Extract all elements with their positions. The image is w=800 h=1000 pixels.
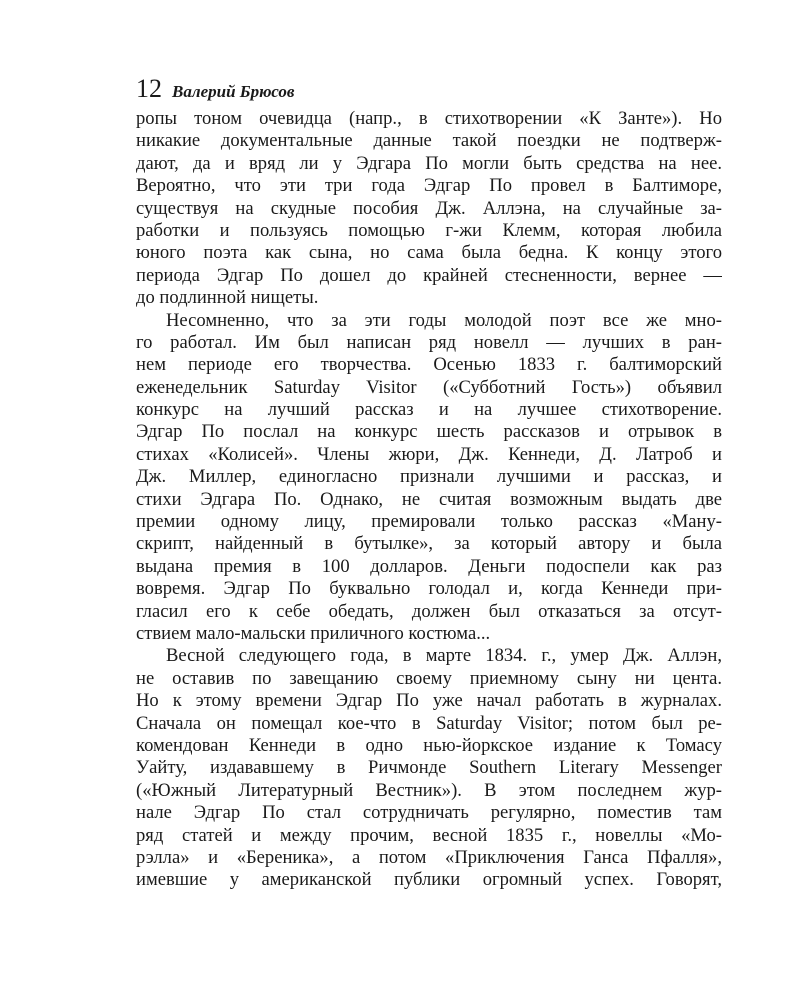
text-line: Уайту, издававшему в Ричмонде Southern Literary Messenger	[136, 757, 722, 779]
text-line: стихи Эдгара По. Однако, не считая возможным выдать две	[136, 488, 722, 510]
text-line: существуя на скудные пособия Дж. Аллэна, на случайные за-	[136, 197, 722, 219]
text-line: дают, да и вряд ли у Эдгара По могли быть средства на нее.	[136, 152, 722, 174]
text-line: Несомненно, что за эти годы молодой поэт все же мно-	[166, 309, 722, 331]
text-line: рэлла» и «Береника», а потом «Приключения Ганса Пфалля»,	[136, 846, 722, 868]
text-line: комендован Кеннеди в одно нью-йоркское издание к Томасу	[136, 734, 722, 756]
text-line: скрипт, найденный в бутылке», за который автору и была	[136, 533, 722, 555]
running-head	[136, 74, 722, 108]
text-line: Но к этому времени Эдгар По уже начал работать в журналах.	[136, 690, 722, 712]
text-line: еженедельник Saturday Visitor («Субботний Гость») объявил	[136, 376, 722, 398]
text-line: Сначала он помещал кое-что в Saturday Visitor; потом был ре-	[136, 712, 722, 734]
text-line: юного поэта как сына, но сама была бедна. К концу этого	[136, 242, 722, 264]
text-line: Весной следующего года, в марте 1834. г., умер Дж. Аллэн,	[166, 645, 722, 667]
text-line: Дж. Миллер, единогласно признали лучшими и рассказ, и	[136, 466, 722, 488]
text-line: го работал. Им был написан ряд новелл — лучших в ран-	[136, 331, 722, 353]
text-line: вовремя. Эдгар По буквально голодал и, когда Кеннеди при-	[136, 578, 722, 600]
text-line: гласил его к себе обедать, должен был отказаться за отсут-	[136, 600, 722, 622]
text-line: Эдгар По послал на конкурс шесть рассказов и отрывок в	[136, 421, 722, 443]
text-line: нем периоде его творчества. Осенью 1833 г. балтиморский	[136, 354, 722, 376]
text-line: никакие документальные данные такой поездки не подтверж-	[136, 130, 722, 152]
text-line: выдана премия в 100 долларов. Деньги подоспели как раз	[136, 555, 722, 577]
text-line: периода Эдгар По дошел до крайней стесненности, вернее —	[136, 264, 722, 286]
text-line: премии одному лицу, премировали только рассказ «Ману-	[136, 511, 722, 533]
book-page	[136, 74, 722, 892]
text-line: работки и пользуясь помощью г-жи Клемм, которая любила	[136, 219, 722, 241]
body-text	[136, 108, 722, 892]
text-line: имевшие у американской публики огромный успех. Говорят,	[136, 869, 722, 891]
text-line: не оставив по завещанию своему приемному сыну ни цента.	[136, 667, 722, 689]
text-line: нале Эдгар По стал сотрудничать регулярно, поместив там	[136, 802, 722, 824]
running-head-author: Валерий Брюсов	[172, 82, 295, 101]
text-line: конкурс на лучший рассказ и на лучшее стихотворение.	[136, 399, 722, 421]
text-line: ствием мало-мальски приличного костюма...	[136, 622, 491, 644]
text-line: до подлинной нищеты.	[136, 287, 319, 309]
page-number: 12	[136, 74, 162, 103]
text-line: стихах «Колисей». Члены жюри, Дж. Кеннеди, Д. Латроб и	[136, 443, 722, 465]
text-line: ропы тоном очевидца (напр., в стихотворении «К Занте»). Но	[136, 108, 722, 129]
text-line: («Южный Литературный Вестник»). В этом последнем жур-	[136, 779, 722, 801]
text-line: Вероятно, что эти три года Эдгар По провел в Балтиморе,	[136, 175, 722, 197]
text-line: ряд статей и между прочим, весной 1835 г., новеллы «Мо-	[136, 824, 722, 846]
